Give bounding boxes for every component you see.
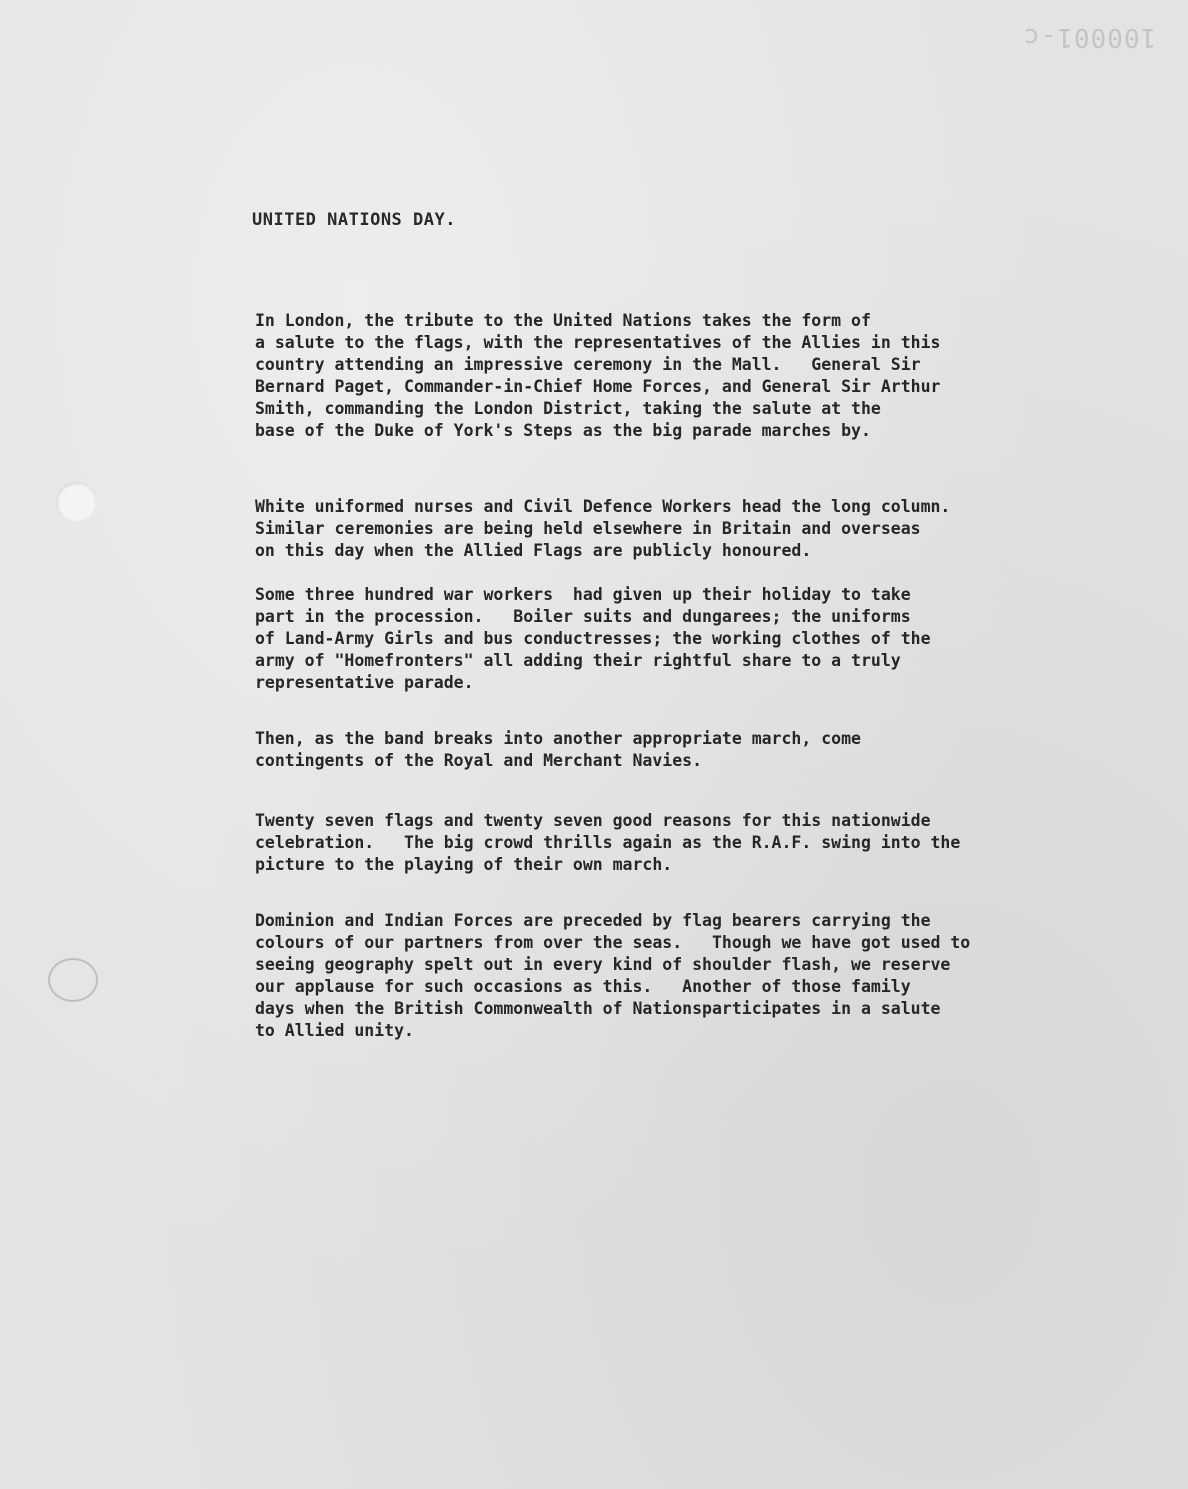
text-line: Bernard Paget, Commander-in-Chief Home Forces, and General Sir Arthur [255, 377, 941, 396]
punch-hole [56, 482, 96, 522]
text-line: colours of our partners from over the seas. Though we have got used to [255, 933, 971, 952]
paragraph [255, 496, 950, 562]
text-line: country attending an impressive ceremony in the Mall. General Sir [255, 355, 921, 374]
text-line: Then, as the band breaks into another appropriate march, come [255, 729, 861, 748]
text-line: on this day when the Allied Flags are publicly honoured. [255, 541, 812, 560]
text-line: Some three hundred war workers had given up their holiday to take [255, 585, 911, 604]
text-line: Smith, commanding the London District, taking the salute at the [255, 399, 881, 418]
text-line: of Land-Army Girls and bus conductresses; the working clothes of the [255, 629, 931, 648]
text-line: base of the Duke of York's Steps as the big parade marches by. [255, 421, 871, 440]
text-line: seeing geography spelt out in every kind of shoulder flash, we reserve [255, 955, 951, 974]
text-line: Twenty seven flags and twenty seven good reasons for this nationwide [255, 811, 931, 830]
text-line: part in the procession. Boiler suits and dungarees; the uniforms [255, 607, 911, 626]
paragraph [255, 584, 931, 694]
paragraph [255, 310, 940, 442]
paragraph [255, 728, 861, 772]
text-line: representative parade. [255, 673, 474, 692]
paragraph [255, 810, 960, 876]
text-line: a salute to the flags, with the representatives of the Allies in this [255, 333, 941, 352]
text-line: to Allied unity. [255, 1021, 414, 1040]
text-line: our applause for such occasions as this. Another of those family [255, 977, 911, 996]
text-line: picture to the playing of their own march. [255, 855, 673, 874]
text-line: Similar ceremonies are being held elsewhere in Britain and overseas [255, 519, 921, 538]
document-title: UNITED NATIONS DAY. [252, 210, 456, 230]
punch-hole [48, 958, 98, 1002]
text-line: celebration. The big crowd thrills again as the R.A.F. swing into the [255, 833, 961, 852]
text-line: contingents of the Royal and Merchant Navies. [255, 751, 703, 770]
paragraph [255, 910, 970, 1042]
text-line: White uniformed nurses and Civil Defence Workers head the long column. [255, 497, 951, 516]
text-line: army of "Homefronters" all adding their rightful share to a truly [255, 651, 901, 670]
text-line: Dominion and Indian Forces are preceded by flag bearers carrying the [255, 911, 931, 930]
text-line: days when the British Commonwealth of Nationsparticipates in a salute [255, 999, 941, 1018]
document-number: 100001-c [1022, 22, 1156, 52]
text-line: In London, the tribute to the United Nations takes the form of [255, 311, 871, 330]
